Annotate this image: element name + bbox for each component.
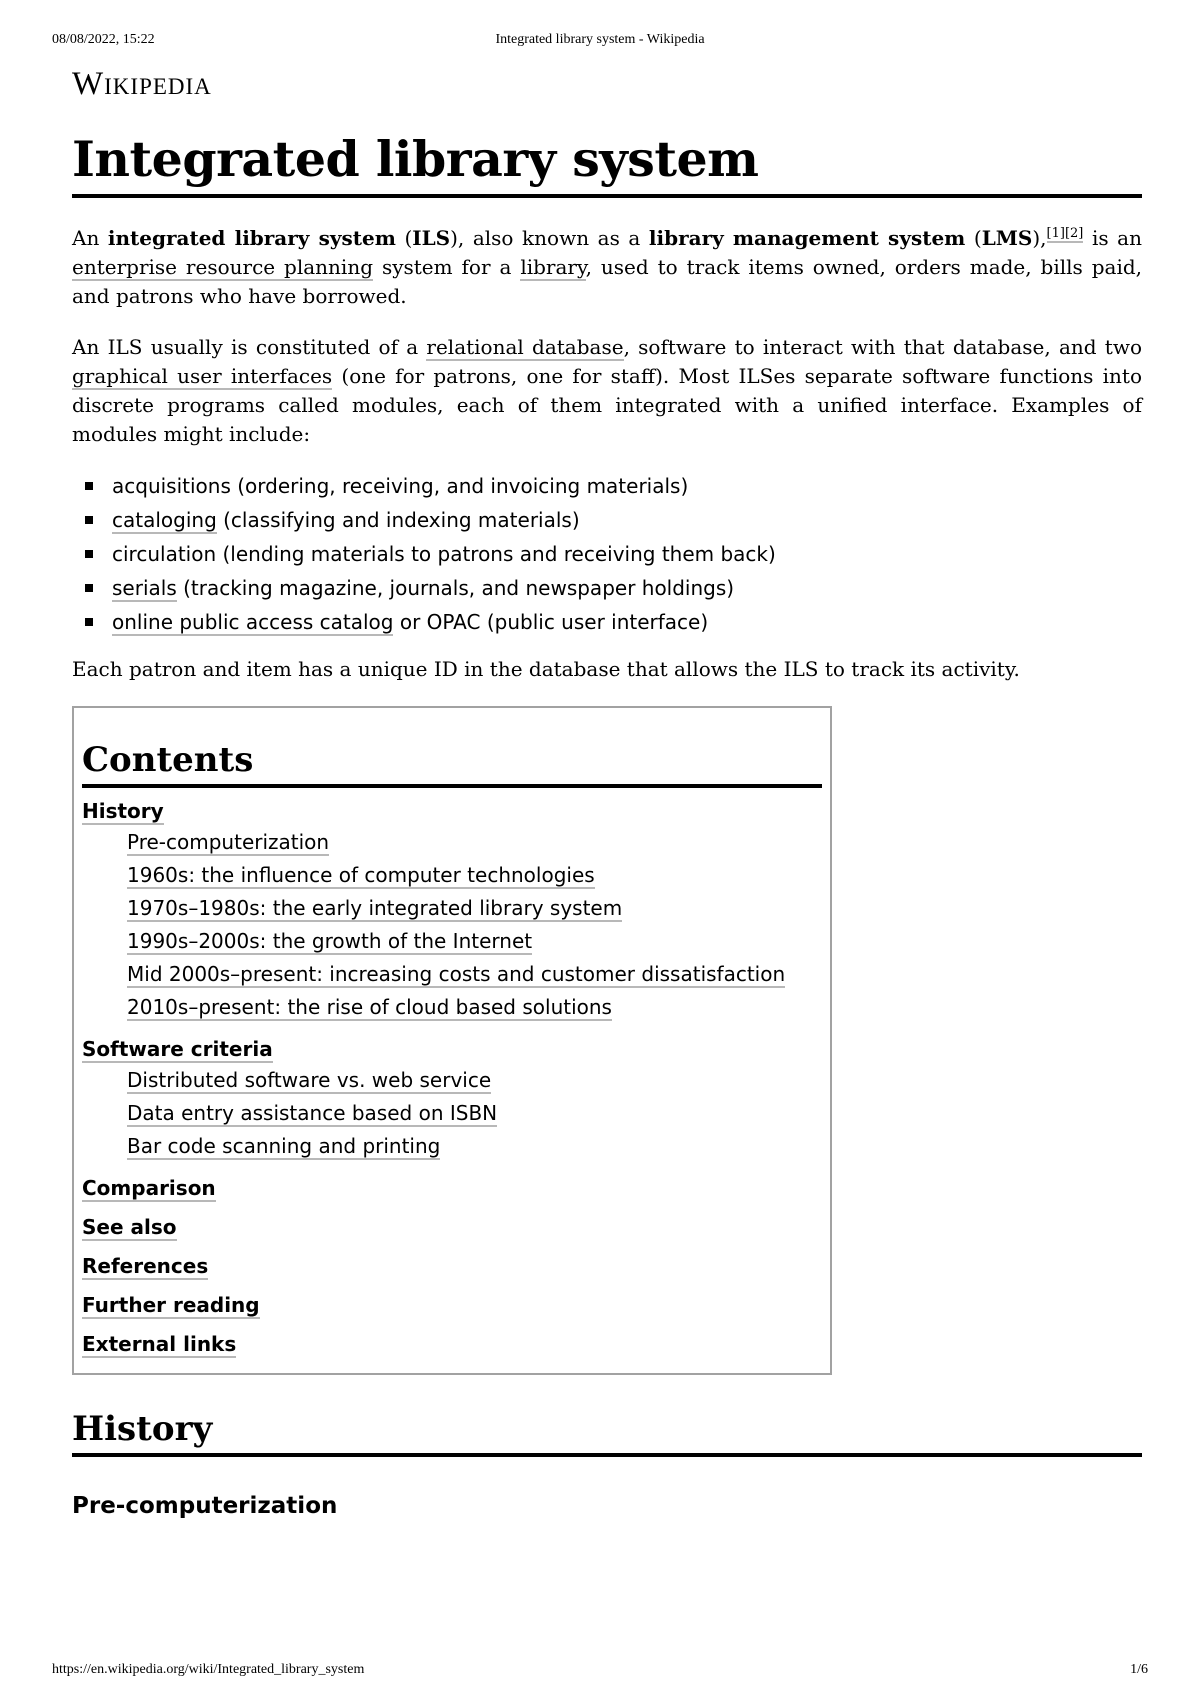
intro-text: (	[965, 226, 982, 250]
bullet-icon	[85, 516, 93, 524]
link-relational-database[interactable]: relational database	[426, 335, 624, 359]
toc-section-further-reading	[82, 1290, 822, 1320]
toc-link-1970s-1980s[interactable]: 1970s–1980s: the early integrated library system	[127, 896, 623, 920]
toc-link-mid-2000s-present[interactable]: Mid 2000s–present: increasing costs and customer dissatisfaction	[127, 962, 786, 986]
toc-subsection	[82, 826, 822, 859]
toc-heading: Contents	[82, 740, 822, 788]
list-item-text: circulation (lending materials to patrons and receiving them back)	[112, 542, 776, 566]
link-library[interactable]: library	[520, 255, 586, 279]
table-of-contents	[72, 706, 832, 1375]
print-footer	[52, 1662, 1148, 1682]
term-ils: integrated library system	[107, 226, 396, 250]
bullet-icon	[85, 584, 93, 592]
toc-link-see-also[interactable]: See also	[82, 1215, 177, 1239]
toc-link-pre-computerization[interactable]: Pre-computerization	[127, 830, 330, 854]
toc-link-references[interactable]: References	[82, 1254, 209, 1278]
toc-section-external-links	[82, 1329, 822, 1359]
toc-link-distributed-software[interactable]: Distributed software vs. web service	[127, 1068, 492, 1092]
print-page-title: Integrated library system - Wikipedia	[495, 32, 705, 47]
link-cataloging[interactable]: cataloging	[112, 508, 217, 532]
link-graphical-user-interfaces[interactable]: graphical user interfaces	[72, 364, 333, 388]
toc-link-1990s-2000s[interactable]: 1990s–2000s: the growth of the Internet	[127, 929, 533, 953]
term-lms: library management system	[648, 226, 966, 250]
patron-id-paragraph: Each patron and item has a unique ID in the database that allows the ILS to track its activity.	[72, 657, 1020, 681]
toc-subsection	[82, 1130, 822, 1163]
intro-paragraph-1	[72, 224, 1142, 311]
toc-link-comparison[interactable]: Comparison	[82, 1176, 216, 1200]
intro-text: (one for patrons, one for staff). Most ILSes separate software functions into discrete programs called modules, each of them integrated with a unified interface. Examples of modules might include:	[72, 364, 1142, 446]
toc-subsection	[82, 1097, 822, 1130]
print-page-number: 1/6	[1130, 1662, 1148, 1677]
bullet-icon	[85, 618, 93, 626]
intro-text: An	[72, 226, 108, 250]
intro-text: ), also known as a	[450, 226, 649, 250]
toc-link-2010s-present[interactable]: 2010s–present: the rise of cloud based solutions	[127, 995, 612, 1019]
wikipedia-logo[interactable]: Wikipedia	[72, 66, 212, 102]
list-item	[72, 571, 1142, 605]
intro-text: , software to interact with that database, and two	[623, 335, 1142, 359]
toc-link-data-entry-isbn[interactable]: Data entry assistance based on ISBN	[127, 1101, 498, 1125]
list-item	[72, 469, 1142, 503]
bullet-icon	[85, 482, 93, 490]
list-item-text: (tracking magazine, journals, and newspaper holdings)	[176, 576, 735, 600]
toc-section-references	[82, 1251, 822, 1281]
toc-link-further-reading[interactable]: Further reading	[82, 1293, 260, 1317]
toc-link-bar-code-scanning[interactable]: Bar code scanning and printing	[127, 1134, 441, 1158]
toc-link-software-criteria[interactable]: Software criteria	[82, 1037, 273, 1061]
print-header	[52, 32, 1148, 52]
list-item	[72, 605, 1142, 639]
list-item	[72, 503, 1142, 537]
history-heading: History	[72, 1409, 1142, 1457]
article-content	[72, 122, 1142, 1519]
list-item-text: (classifying and indexing materials)	[216, 508, 580, 532]
link-enterprise-resource-planning[interactable]: enterprise resource planning	[72, 255, 374, 279]
toc-subsection	[82, 1064, 822, 1097]
list-item	[72, 537, 1142, 571]
toc-subsection	[82, 958, 822, 991]
toc-section-comparison	[82, 1173, 822, 1203]
link-serials[interactable]: serials	[112, 576, 177, 600]
term-lms-abbr: LMS	[981, 226, 1033, 250]
toc-subsection	[82, 925, 822, 958]
toc-subsection	[82, 892, 822, 925]
intro-text: An ILS usually is constituted of a	[72, 335, 427, 359]
toc-link-external-links[interactable]: External links	[82, 1332, 237, 1356]
term-ils-abbr: ILS	[412, 226, 451, 250]
modules-list	[72, 469, 1142, 639]
print-url: https://en.wikipedia.org/wiki/Integrated_library_system	[52, 1662, 365, 1677]
list-item-text: acquisitions (ordering, receiving, and invoicing materials)	[112, 474, 689, 498]
toc-section-software-criteria	[82, 1034, 822, 1064]
reference-link-1[interactable]: [1]	[1046, 226, 1065, 242]
link-online-public-access-catalog[interactable]: online public access catalog	[112, 610, 394, 634]
intro-paragraph-2	[72, 333, 1142, 449]
toc-link-history[interactable]: History	[82, 799, 164, 823]
reference-link-2[interactable]: [2]	[1064, 226, 1084, 242]
print-datetime: 08/08/2022, 15:22	[52, 32, 155, 47]
toc-section-history	[82, 796, 822, 826]
intro-text: system for a	[373, 255, 521, 279]
list-item-text: or OPAC (public user interface)	[393, 610, 709, 634]
toc-section-see-also	[82, 1212, 822, 1242]
intro-text: is an	[1083, 226, 1142, 250]
toc-link-1960s[interactable]: 1960s: the influence of computer technologies	[127, 863, 595, 887]
page-title: Integrated library system	[72, 122, 1142, 198]
toc-subsection	[82, 859, 822, 892]
intro-text: (	[395, 226, 413, 250]
intro-text: ),	[1032, 226, 1047, 250]
pre-computerization-heading: Pre-computerization	[72, 1493, 338, 1519]
toc-subsection	[82, 991, 822, 1024]
bullet-icon	[85, 550, 93, 558]
intro-text: , used to track items owned, orders made, bills paid, and patrons who have borrowed.	[72, 255, 1143, 308]
